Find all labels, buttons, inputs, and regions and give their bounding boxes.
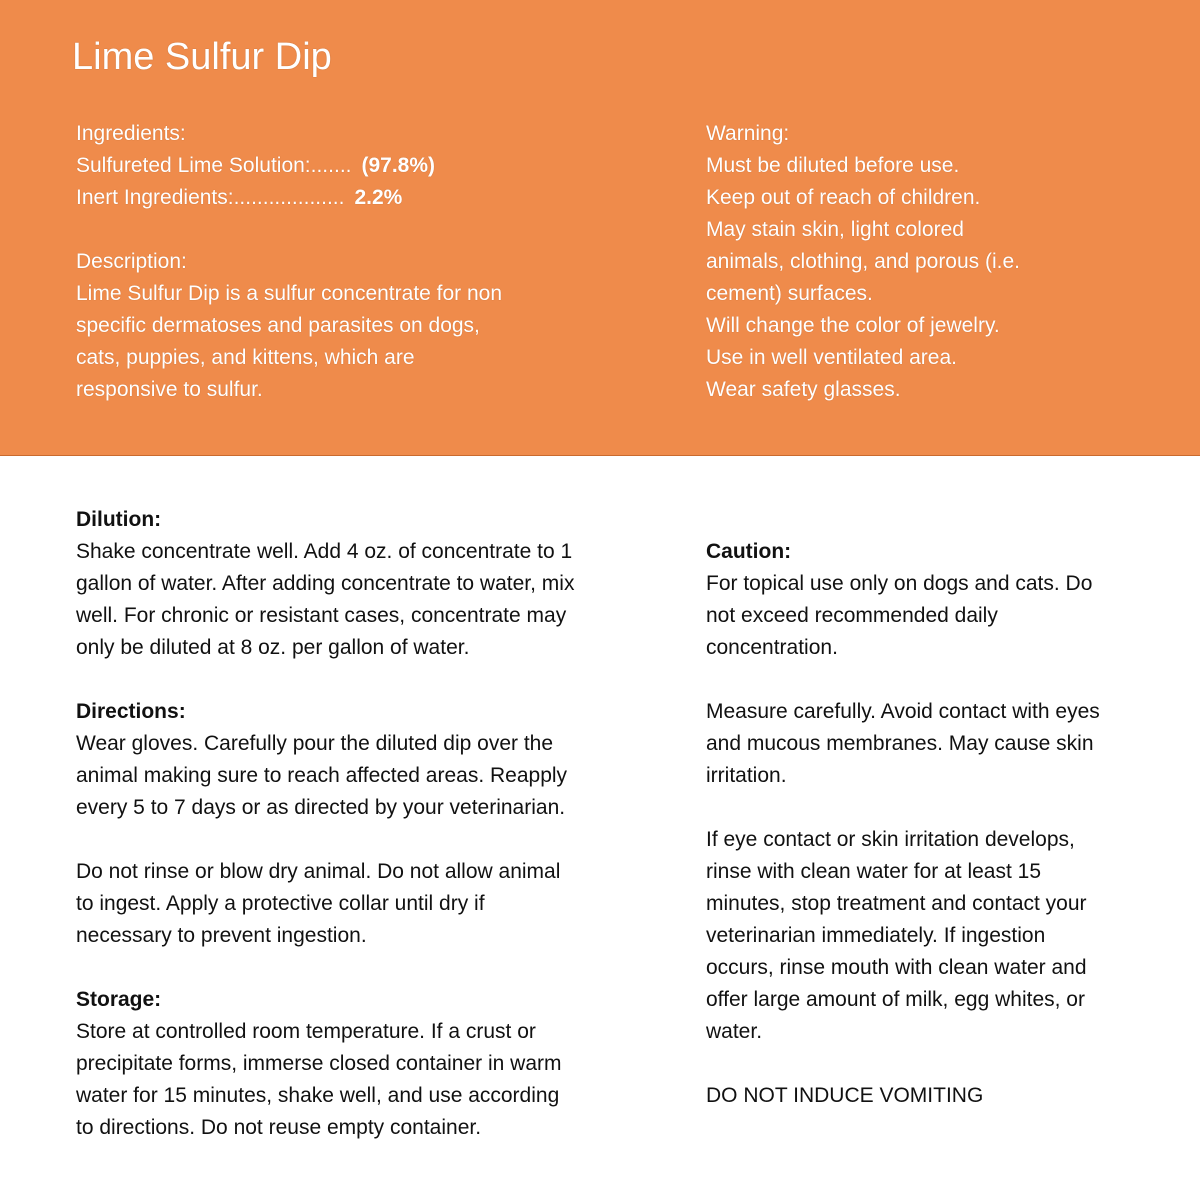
caution-line: If eye contact or skin irritation develops, [706,828,1075,851]
caution-line: Measure carefully. Avoid contact with eyes [706,700,1100,723]
dilution-line: well. For chronic or resistant cases, concentrate may [76,604,567,627]
storage-line: Store at controlled room temperature. If a crust or [76,1020,536,1043]
warning-line: Will change the color of jewelry. [706,314,1000,337]
directions-line: every 5 to 7 days or as directed by your veterinarian. [76,796,566,819]
dilution-line: gallon of water. After adding concentrate to water, mix [76,572,575,595]
product-title: Lime Sulfur Dip [72,36,332,78]
ingredient-label: Inert Ingredients:................... [76,186,345,209]
warning-line: Use in well ventilated area. [706,346,957,369]
caution-line: and mucous membranes. May cause skin [706,732,1094,755]
description-line: cats, puppies, and kittens, which are [76,346,415,369]
ingredient-value: (97.8%) [361,154,436,177]
description-line: Lime Sulfur Dip is a sulfur concentrate for non [76,282,503,305]
caution-line: veterinarian immediately. If ingestion [706,924,1046,947]
directions-line: Wear gloves. Carefully pour the diluted dip over the [76,732,554,755]
caution-heading: Caution: [706,540,792,563]
header-band [0,0,1200,456]
storage-line: to directions. Do not reuse empty container. [76,1116,482,1139]
caution-line: For topical use only on dogs and cats. Do [706,572,1093,595]
dilution-line: Shake concentrate well. Add 4 oz. of concentrate to 1 [76,540,573,563]
warning-heading: Warning: [706,122,790,145]
caution-line: minutes, stop treatment and contact your [706,892,1087,915]
left-body-column [76,504,676,1144]
description-line: responsive to sulfur. [76,378,263,401]
caution-line: concentration. [706,636,838,659]
warning-line: Must be diluted before use. [706,154,960,177]
ingredient-value: 2.2% [354,186,403,209]
dilution-heading: Dilution: [76,508,162,531]
ingredients-heading: Ingredients: [76,122,186,145]
ingredient-row [76,150,636,182]
caution-section [706,536,1166,1112]
warning-line: animals, clothing, and porous (i.e. [706,250,1021,273]
dilution-line: only be diluted at 8 oz. per gallon of water. [76,636,470,659]
warning-section [706,118,1166,406]
storage-line: water for 15 minutes, shake well, and use according [76,1084,560,1107]
warning-line: cement) surfaces. [706,282,873,305]
caution-line: water. [706,1020,763,1043]
description-line: specific dermatoses and parasites on dogs, [76,314,480,337]
caution-line: not exceed recommended daily [706,604,998,627]
do-not-induce-vomiting-notice: DO NOT INDUCE VOMITING [706,1084,984,1107]
description-heading: Description: [76,250,187,273]
caution-line: offer large amount of milk, egg whites, or [706,988,1085,1011]
directions-line: animal making sure to reach affected areas. Reapply [76,764,568,787]
warning-line: Keep out of reach of children. [706,186,981,209]
caution-line: occurs, rinse mouth with clean water and [706,956,1087,979]
warning-line: Wear safety glasses. [706,378,901,401]
warning-line: May stain skin, light colored [706,218,964,241]
directions-line: necessary to prevent ingestion. [76,924,367,947]
caution-line: irritation. [706,764,787,787]
caution-line: rinse with clean water for at least 15 [706,860,1041,883]
ingredients-section [76,118,636,406]
directions-heading: Directions: [76,700,186,723]
ingredient-label: Sulfureted Lime Solution:....... [76,154,352,177]
storage-heading: Storage: [76,988,162,1011]
storage-line: precipitate forms, immerse closed container in warm [76,1052,562,1075]
ingredient-row [76,182,636,214]
directions-line: to ingest. Apply a protective collar until dry if [76,892,485,915]
directions-line: Do not rinse or blow dry animal. Do not allow animal [76,860,561,883]
